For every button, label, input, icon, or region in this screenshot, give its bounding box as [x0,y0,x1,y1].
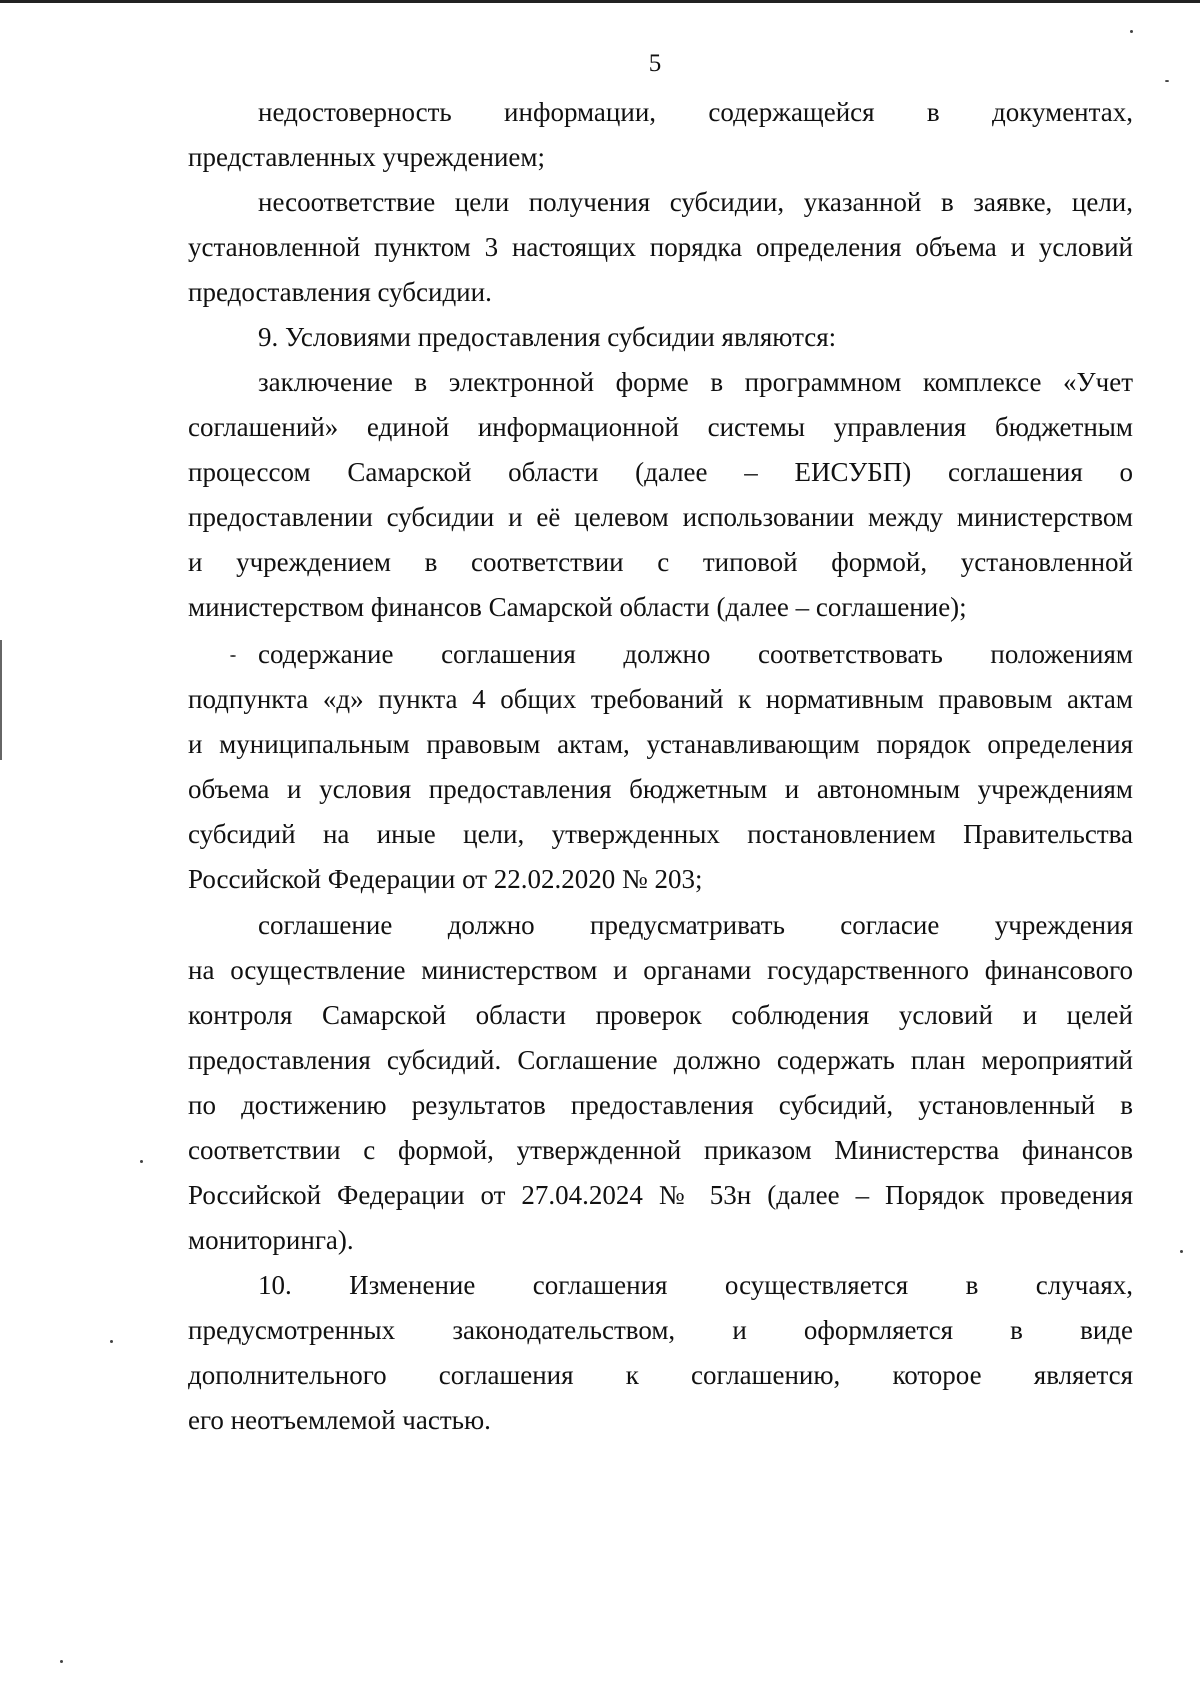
scan-speck [1165,80,1169,82]
text-line: соответствии с формой, утвержденной приказом Министерства финансов [188,1135,1133,1165]
scan-speck [60,1660,63,1663]
scan-edge-mark [0,640,2,760]
scan-speck [1130,30,1133,33]
page-number: 5 [648,50,662,77]
text-line: мониторинга). [188,1225,354,1255]
text-line: по достижению результатов предоставления субсидий, установленный в [188,1090,1133,1120]
top-border-line [0,0,1200,3]
scan-speck [110,1340,113,1343]
text-line: и муниципальным правовым актам, устанавливающим порядок определения [188,729,1133,759]
text-line: предоставления субсидий. Соглашение должно содержать план мероприятий [188,1045,1133,1075]
text-line: установленной пунктом 3 настоящих порядка определения объема и условий [188,232,1133,262]
text-line: подпункта «д» пункта 4 общих требований к нормативным правовым актам [188,684,1133,714]
text-line: содержание соглашения должно соответствовать положениям [258,639,1133,669]
text-line: контроля Самарской области проверок соблюдения условий и целей [188,1000,1133,1030]
text-line: недостоверность информации, содержащейся в документах, [258,97,1133,127]
text-line: министерством финансов Самарской области (далее – соглашение); [188,592,967,622]
text-line: 10. Изменение соглашения осуществляется в случаях, [258,1270,1133,1300]
text-line: и учреждением в соответствии с типовой формой, установленной [188,547,1133,577]
text-line: Российской Федерации от 22.02.2020 № 203; [188,864,703,894]
text-line: несоответствие цели получения субсидии, указанной в заявке, цели, [258,187,1133,217]
text-line: дополнительного соглашения к соглашению, которое является [188,1360,1133,1390]
scan-speck [230,655,236,657]
text-line: объема и условия предоставления бюджетным и автономным учреждениям [188,774,1133,804]
text-line: соглашений» единой информационной системы управления бюджетным [188,412,1133,442]
text-line: заключение в электронной форме в программном комплексе «Учет [258,367,1133,397]
text-line: 9. Условиями предоставления субсидии являются: [258,322,837,352]
text-line: предоставлении субсидии и её целевом использовании между министерством [188,502,1133,532]
text-line: предоставления субсидии. [188,277,492,307]
text-line: его неотъемлемой частью. [188,1405,491,1435]
text-line: соглашение должно предусматривать согласие учреждения [258,910,1133,940]
scan-speck [1180,1250,1183,1253]
text-line: процессом Самарской области (далее – ЕИСУБП) соглашения о [188,457,1133,487]
text-line: предусмотренных законодательством, и оформляется в виде [188,1315,1133,1345]
text-line: представленных учреждением; [188,142,545,172]
text-line: на осуществление министерством и органами государственного финансового [188,955,1133,985]
scan-speck [140,1160,143,1163]
text-line: субсидий на иные цели, утвержденных постановлением Правительства [188,819,1133,849]
text-line: Российской Федерации от 27.04.2024 № 53н (далее – Порядок проведения [188,1180,1133,1210]
